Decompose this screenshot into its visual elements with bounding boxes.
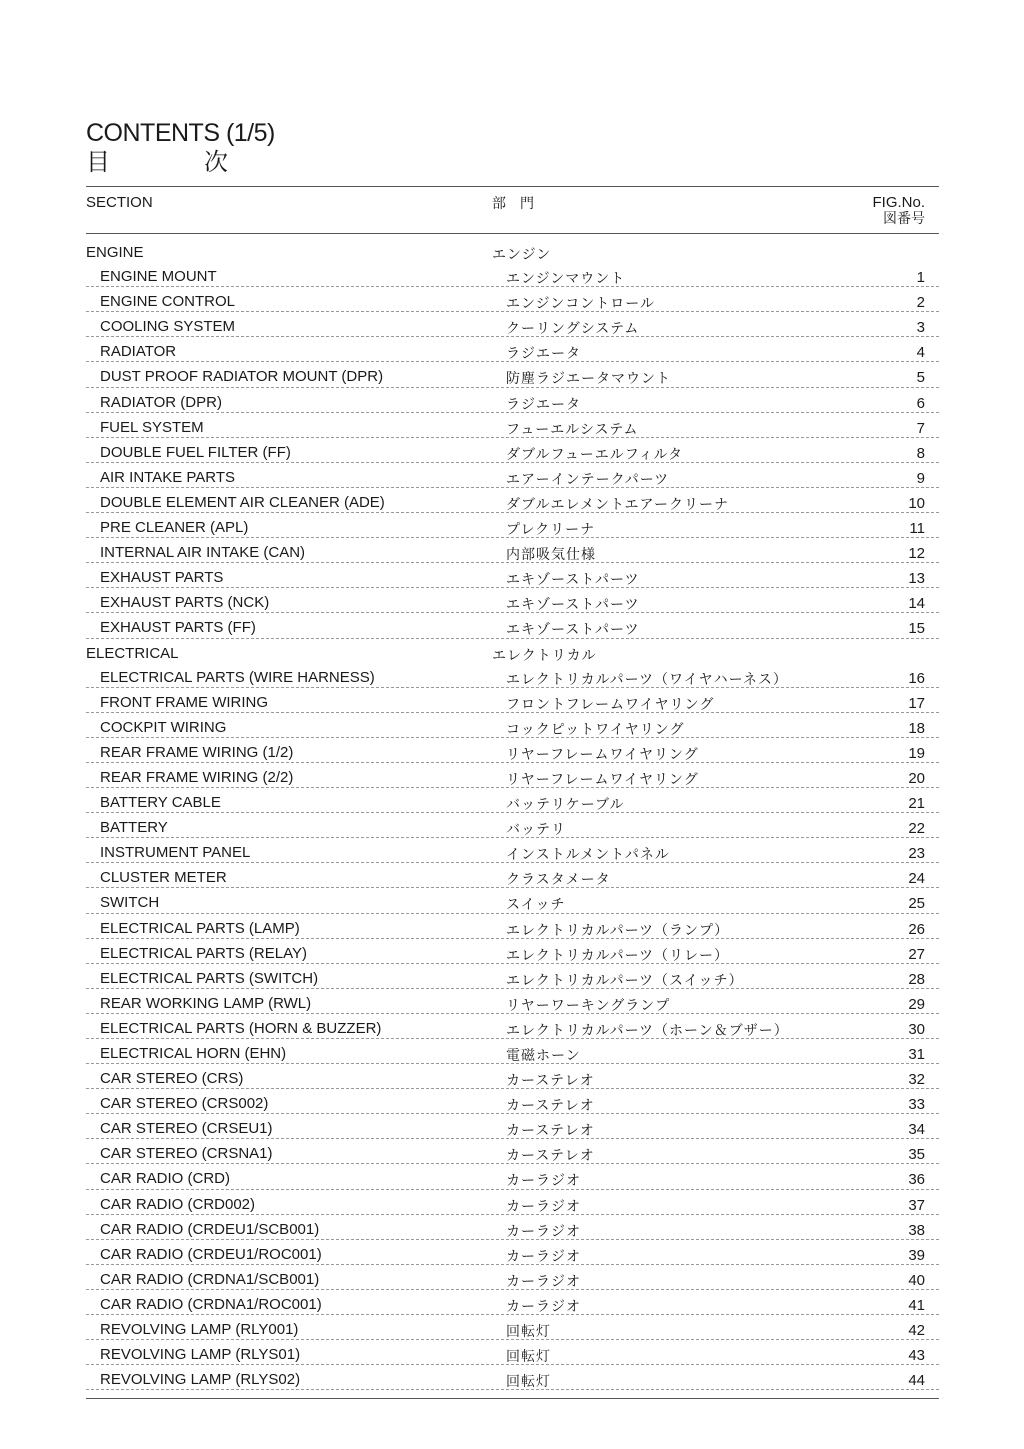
toc-entry-title: CAR RADIO (CRDNA1/SCB001) [100,1270,320,1288]
toc-entry-title-jp: エレクトリカルパーツ（ランプ） [506,922,730,939]
toc-entry-title: CAR STEREO (CRSEU1) [100,1120,273,1138]
toc-entry-title: COOLING SYSTEM [100,318,236,336]
toc-entry [86,1164,939,1189]
toc-entry-fig-number: 38 [908,1221,925,1239]
toc-entry-fig-number: 34 [908,1121,925,1139]
toc-entry-title: BATTERY CABLE [100,794,221,812]
toc-entry-title: RADIATOR [100,343,177,361]
toc-entry-fig-number: 9 [916,469,925,487]
toc-entry [86,989,939,1014]
toc-entry [86,1340,939,1365]
toc-section-heading [86,238,939,262]
page-title-en: CONTENTS (1/5) [86,119,275,147]
column-header-section-jp: 部 門 [492,196,534,212]
toc-entry-title-jp: フロントフレームワイヤリング [506,696,715,713]
toc-section-heading [86,639,939,663]
toc-entry-title-jp: エキゾーストパーツ [506,597,640,614]
toc-entry-title: CAR STEREO (CRS) [100,1070,244,1088]
toc-entry-title-jp: カーラジオ [506,1198,581,1215]
toc-entry-title-jp: ダブルエレメントエアークリーナ [506,496,730,513]
toc-entry-title-jp: エキゾーストパーツ [506,572,640,589]
bottom-divider [86,1398,939,1399]
toc-entry-fig-number: 17 [908,694,925,712]
toc-entry-title-jp: ダブルフューエルフィルタ [506,446,684,463]
toc-entry [86,939,939,964]
toc-entry [86,964,939,989]
toc-entry [86,488,939,513]
toc-entry-title: DUST PROOF RADIATOR MOUNT (DPR) [100,368,384,386]
toc-entry-title-jp: リヤーフレームワイヤリング [506,746,699,763]
toc-entry-title-jp: エレクトリカルパーツ（リレー） [506,947,730,964]
toc-entry-fig-number: 39 [908,1246,925,1264]
toc-entry-fig-number: 10 [908,494,925,512]
toc-entry-title: EXHAUST PARTS (NCK) [100,594,270,612]
toc-entry [86,413,939,438]
toc-entry [86,763,939,788]
page-title-jp [86,148,939,176]
toc-entry-title-jp: 回転灯 [506,1374,551,1391]
toc-entry [86,438,939,463]
toc-entry [86,838,939,863]
toc-entry-title-jp: エレクトリカルパーツ（ワイヤハーネス） [506,671,788,688]
toc-entry-title-jp: カーステレオ [506,1098,595,1115]
column-header-fig-en: FIG.No. [872,194,925,211]
toc-entry-title: COCKPIT WIRING [100,718,227,736]
toc-entry-title: BATTERY [100,819,168,837]
toc-entry-title-jp: カーラジオ [506,1248,581,1265]
toc-entry-title: CAR RADIO (CRDEU1/SCB001) [100,1220,320,1238]
toc-entry [86,588,939,613]
toc-entry [86,1365,939,1390]
toc-entry-title: CAR RADIO (CRD002) [100,1195,256,1213]
toc-entry [86,563,939,588]
toc-entry-fig-number: 18 [908,719,925,737]
toc-entry-title-jp: コックピットワイヤリング [506,721,685,738]
toc-entry [86,337,939,362]
toc-entry-fig-number: 22 [908,820,925,838]
toc-entry [86,914,939,939]
toc-entry-fig-number: 14 [908,595,925,613]
toc-entry-title-jp: カーラジオ [506,1223,581,1240]
toc-entry-fig-number: 20 [908,769,925,787]
toc-entry [86,788,939,813]
toc-entry-fig-number: 28 [908,970,925,988]
toc-entry-fig-number: 31 [908,1046,925,1063]
toc-entry-title: CAR RADIO (CRDEU1/ROC001) [100,1245,322,1263]
toc-entry-title: REAR WORKING LAMP (RWL) [100,994,312,1012]
toc-entry-title: AIR INTAKE PARTS [100,468,236,486]
toc-entry [86,863,939,888]
contents-page [86,118,939,1399]
toc-entry-title: REVOLVING LAMP (RLYS01) [100,1346,301,1364]
toc-entry-fig-number: 2 [916,294,925,312]
toc-entry-title: ENGINE CONTROL [100,293,236,311]
toc-entry-title-jp: リヤーフレームワイヤリング [506,771,699,788]
toc-entry-fig-number: 43 [908,1347,925,1365]
toc-entry-title-jp: プレクリーナ [506,522,596,539]
toc-entry-fig-number: 7 [916,419,925,437]
toc-entry-fig-number: 3 [916,319,925,337]
toc-entry-title: ELECTRICAL PARTS (RELAY) [100,944,307,962]
header-divider [86,233,939,234]
toc-entry-fig-number: 35 [908,1146,925,1164]
toc-entry-title: INTERNAL AIR INTAKE (CAN) [100,544,306,562]
toc-entry-title-jp: カーステレオ [506,1073,595,1090]
toc-entry-title-jp: 回転灯 [506,1324,551,1341]
toc-entry-title: ELECTRICAL PARTS (LAMP) [100,919,300,937]
toc-entry-title-jp: カーラジオ [506,1298,581,1315]
toc-entry-title: ELECTRICAL PARTS (HORN & BUZZER) [100,1019,382,1037]
toc-entry-title: REVOLVING LAMP (RLYS02) [100,1371,301,1389]
toc-entry-title: CLUSTER METER [100,869,227,887]
toc-entry-fig-number: 32 [908,1071,925,1089]
toc-entry-title-jp: カーステレオ [506,1148,595,1165]
toc-entry [86,1014,939,1039]
toc-entry [86,513,939,538]
toc-entry [86,663,939,688]
toc-entry [86,362,939,387]
toc-entry-title-jp: クラスタメータ [506,872,611,889]
toc-entry-fig-number: 30 [908,1020,925,1038]
toc-entry [86,1215,939,1240]
toc-entry-title: CAR STEREO (CRSNA1) [100,1145,273,1163]
toc-entry-title-jp: エキゾーストパーツ [506,622,640,639]
toc-entry [86,738,939,763]
toc-entry-title-jp: カーステレオ [506,1123,595,1140]
toc-entry [86,1190,939,1215]
toc-entry [86,713,939,738]
toc-entry [86,1039,939,1064]
toc-entry-title-jp: リヤーワーキングランプ [506,997,671,1014]
toc-entry-title: DOUBLE FUEL FILTER (FF) [100,443,291,461]
toc-entry-title-jp: 防塵ラジエータマウント [506,371,671,388]
toc-entry-title: ELECTRICAL HORN (EHN) [100,1045,287,1062]
toc-entry [86,1139,939,1164]
toc-entry-fig-number: 24 [908,870,925,888]
toc-entry [86,262,939,287]
toc-entry-fig-number: 11 [909,520,925,538]
toc-entry-title: RADIATOR (DPR) [100,393,222,411]
toc-entry-title: CAR RADIO (CRD) [100,1170,230,1188]
toc-entry-title: ELECTRICAL PARTS (SWITCH) [100,969,319,987]
toc-entry-fig-number: 42 [908,1322,925,1340]
toc-entry [86,1089,939,1114]
toc-entry-fig-number: 5 [916,369,925,387]
toc-entry-title-jp: カーラジオ [506,1173,581,1190]
toc-entry-fig-number: 1 [916,269,925,287]
toc-entry [86,1114,939,1139]
column-header-fig-jp: 図番号 [883,211,925,227]
toc-entry [86,1290,939,1315]
toc-entry-fig-number: 23 [908,845,925,863]
toc-entry-fig-number: 33 [908,1096,925,1114]
toc-entry-fig-number: 40 [908,1271,925,1289]
toc-entry-title: PRE CLEANER (APL) [100,519,249,537]
toc-entry-fig-number: 15 [908,620,925,638]
column-headers [86,187,939,233]
toc-entry-title: EXHAUST PARTS [100,569,224,587]
page-title [86,118,939,176]
toc-list [86,238,939,1390]
toc-entry [86,1265,939,1290]
toc-entry-fig-number: 8 [916,444,925,462]
toc-entry-fig-number: 13 [908,570,925,588]
toc-entry-title-jp: エレクトリカルパーツ（ホーン＆ブザー） [506,1022,789,1039]
toc-entry-title: REAR FRAME WIRING (2/2) [100,768,294,786]
toc-entry-title: INSTRUMENT PANEL [100,844,251,862]
toc-entry-title-jp: インストルメントパネル [506,847,670,864]
toc-entry-fig-number: 36 [908,1171,925,1189]
toc-entry-title-jp: ラジエータ [506,346,581,363]
toc-entry [86,813,939,838]
toc-entry-title: ENGINE MOUNT [100,268,217,286]
toc-entry-title: ELECTRICAL PARTS (WIRE HARNESS) [100,668,375,686]
toc-entry-title: CAR STEREO (CRS002) [100,1095,269,1113]
toc-entry-fig-number: 29 [908,995,925,1013]
toc-entry-fig-number: 21 [908,795,925,813]
toc-entry-title-jp: エンジンコントロール [506,296,656,313]
toc-entry [86,613,939,638]
toc-entry-title-jp: カーラジオ [506,1273,581,1290]
toc-entry-fig-number: 27 [908,945,925,963]
toc-entry-title-jp: エレクトリカルパーツ（スイッチ） [506,972,744,989]
page-title-jp-right: 次 [204,148,228,176]
toc-entry-title-jp: バッテリケーブル [506,797,625,814]
toc-entry-fig-number: 19 [908,744,925,762]
toc-entry-fig-number: 6 [916,394,925,412]
toc-entry [86,287,939,312]
toc-entry-fig-number: 25 [908,895,925,913]
toc-entry-title: SWITCH [100,894,160,912]
toc-entry-title: FUEL SYSTEM [100,418,204,436]
toc-entry-title-jp: エアーインテークパーツ [506,471,670,488]
toc-entry-title-jp: スイッチ [506,897,566,914]
toc-entry [86,312,939,337]
toc-entry-title-jp: クーリングシステム [506,321,640,338]
toc-entry-fig-number: 4 [916,344,925,362]
toc-entry [86,388,939,413]
toc-entry-title: FRONT FRAME WIRING [100,693,269,711]
toc-entry [86,1240,939,1265]
toc-entry-title-jp: 回転灯 [506,1349,551,1366]
toc-entry-fig-number: 26 [908,920,925,938]
toc-entry [86,1315,939,1340]
toc-entry-title: EXHAUST PARTS (FF) [100,619,256,637]
column-header-section: SECTION [86,194,153,211]
toc-section-title-jp: エンジン [492,247,552,263]
toc-entry-title: DOUBLE ELEMENT AIR CLEANER (ADE) [100,493,385,511]
toc-entry-title: REVOLVING LAMP (RLY001) [100,1321,299,1339]
toc-entry-fig-number: 16 [908,669,925,687]
toc-entry [86,888,939,913]
toc-entry-title-jp: エンジンマウント [506,271,626,288]
toc-entry-title-jp: フューエルシステム [506,421,639,438]
toc-section-title-jp: エレクトリカル [492,647,597,664]
toc-entry [86,688,939,713]
page-title-jp-left: 目 [86,148,110,176]
toc-entry-fig-number: 37 [908,1196,925,1214]
column-header-fig [872,194,925,228]
toc-entry-fig-number: 41 [908,1296,925,1314]
toc-entry-fig-number: 12 [908,545,925,563]
toc-entry-title-jp: 内部吸気仕様 [506,547,596,564]
toc-entry-title: CAR RADIO (CRDNA1/ROC001) [100,1295,322,1313]
toc-entry-title-jp: ラジエータ [506,396,581,413]
toc-section-title: ENGINE [86,244,144,261]
toc-entry-title-jp: 電磁ホーン [506,1048,581,1064]
toc-entry-title-jp: バッテリ [506,822,566,839]
toc-section-title: ELECTRICAL [86,644,179,662]
toc-entry [86,538,939,563]
toc-entry-fig-number: 44 [908,1372,925,1390]
toc-entry [86,1064,939,1089]
toc-entry-title: REAR FRAME WIRING (1/2) [100,743,294,761]
toc-entry [86,463,939,488]
